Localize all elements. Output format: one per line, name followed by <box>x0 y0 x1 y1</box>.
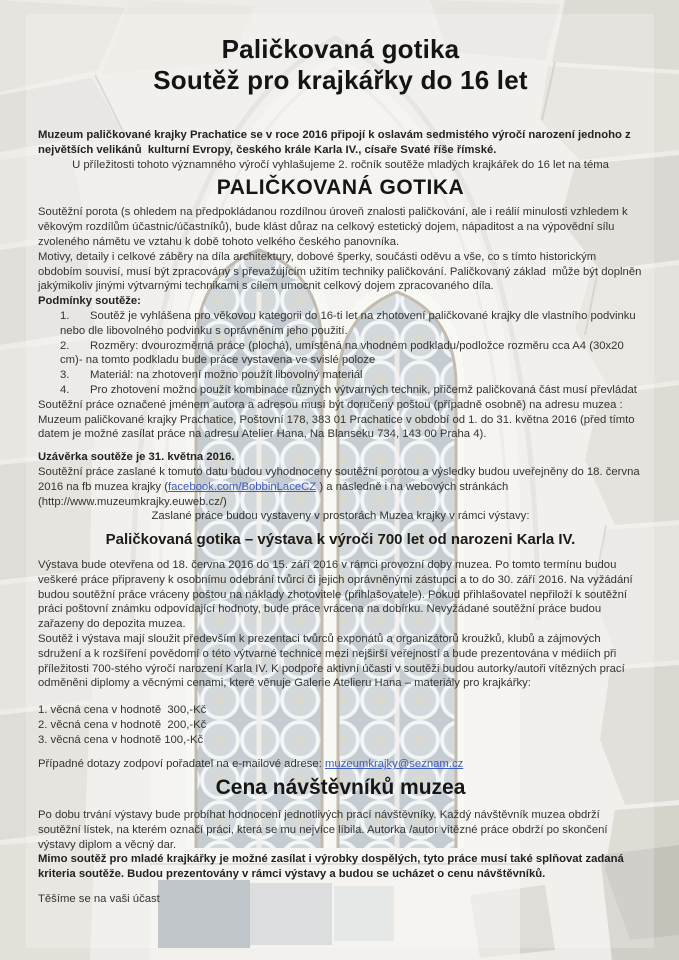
condition-item <box>60 368 643 383</box>
prize-item-1: 1. věcná cena v hodnotě 300,-Kč <box>38 704 207 717</box>
motifs-paragraph: Motivy, detaily i celkové záběry na díla architektury, dobové šperky, součásti oděvu a vše, co s tímto historickým obdobím souvisí, musí být zpracovány s převažujícím užitím techniky paličkování. Paličkovaný základ může být doplněn jakýmikoliv jinými výtvarnými technikami s cílem umocnit celkový dojem zpracovaného díla. <box>38 250 645 293</box>
visitors-award-normal: Po dobu trvání výstavy bude probíhat hodnocení jednotlivých prací návštěvníky. Každý návštěvník muzea obdrží soutěžní lístek, na kterém označí práci, která se mu nejvíce líbila. Autorka /autor vítězné práce obdrží po skončení výstavy diplom a věcný dar. <box>38 809 611 851</box>
intro-paragraph: Muzeum paličkované krajky Prachatice se v roce 2016 připojí k oslavám sedmistého výročí narození jednoho z největších velikánů kulturní Evropy, českého krále Karla IV., císaře Svaté říše římské. <box>38 129 634 156</box>
prize-item-3: 3. věcná cena v hodnotě 100,-Kč <box>38 733 204 746</box>
delivery-line2: Muzeum paličkované krajky Prachatice, Poštovní 178, 383 01 Prachatice v období od 1. do 31. května 2016 (před tímto datem je možné zasílat práce na adresu Atelier Hana, Na Blanseku 734, 143 00 Praha 4). <box>38 413 638 441</box>
exhibition-lead-line: Zaslané práce budou vystaveny v prostorách Muzea krajky v rámci výstavy: <box>151 510 530 523</box>
deadline-line: Uzávěrka soutěže je 31. května 2016. <box>38 451 235 464</box>
page-title-line1: Paličkovaná gotika <box>221 34 460 64</box>
condition-item <box>60 383 643 398</box>
condition-text: Soutěž je vyhlášena pro věkovou kategorii do 16-ti let na zhotovení paličkované krajky dle vlastního podvinku nebo dle libovolného podvinku s oprávněním jeho použití. <box>60 309 639 337</box>
exhibition-paragraph-2: Soutěž i výstava mají sloužit především k prezentaci tvůrců exponátů a organizátorů kroužků, klubů a zájmových sdružení a k rozšíření povědomí o této výtvarné technice mezi nejširší veřejností a bude prezentována v médiích při příležitosti 700-stého výročí narození Karla IV. K podpoře aktivní účasti v soutěži budou autorky/autoři vítězných prací odměněni diplomy a věcnými cenami, které věnuje Galerie Atelieru Hana – materiály pro krajkářky: <box>38 632 628 690</box>
prize-list <box>38 703 643 747</box>
contact-text: Případné dotazy zodpoví pořadatel na e-mailové adrese: <box>38 758 325 771</box>
page-title <box>38 34 643 96</box>
condition-number: 1. <box>60 309 70 322</box>
page-title-line2: Soutěž pro krajkářky do 16 let <box>153 65 528 95</box>
contact-line <box>38 757 643 772</box>
jury-paragraph: Soutěžní porota (s ohledem na předpokládanou rozdílnou úroveň znalosti paličkování, ale i reálií minulosti vzhledem k věkovým rozdílům účastnic/účastníků), bude klást důraz na celkový estetický dojem, nápaditost a na výpovědní sílu zvoleného námětu ve vztahu k době tohoto velkého českého panovníka. <box>38 206 631 248</box>
condition-item <box>60 309 643 339</box>
conditions-heading: Podmínky soutěže: <box>38 295 141 308</box>
delivery-line1: Soutěžní práce označené jménem autora a adresou musí být doručeny poštou (případně osobně) na adresu muzea : <box>38 398 623 411</box>
theme-heading: PALIČKOVANÁ GOTIKA <box>216 176 465 200</box>
condition-text: Rozměry: dvourozměrná práce (plochá), umístěná na vhodném podkladu/podložce rozměru cca A4 (30x20 cm)- na tomto podkladu bude práce vystavena ve svislé poloze <box>60 339 627 367</box>
visitors-award-bold: Mimo soutěž pro mladé krajkářky je možné zasílat i výrobky dospělých, tyto práce musí také splňovat zadaná kriteria soutěže. Budou prezentovány v rámci výstavy a budou se ucházet o cenu návštěvníků. <box>38 853 627 881</box>
conditions-list <box>38 309 643 398</box>
visitors-award-heading: Cena návštěvníků muzea <box>215 776 466 800</box>
condition-number: 4. <box>60 383 70 396</box>
prize-item-2: 2. věcná cena v hodnotě 200,-Kč <box>38 718 207 731</box>
delivery-paragraph <box>38 398 643 442</box>
condition-number: 3. <box>60 369 70 382</box>
announcement-line: U příležitosti tohoto významného výročí vyhlašujeme 2. ročník soutěže mladých krajkářek do 16 let na téma <box>72 158 609 171</box>
facebook-link[interactable]: facebook.com/BobbinLaceCZ <box>167 480 317 493</box>
condition-text: Materiál: na zhotovení možno použít libovolný materiál <box>90 369 363 382</box>
exhibition-paragraphs <box>38 558 643 691</box>
results-text-before: Soutěžní práce zaslané k tomuto datu budou vyhodnoceny soutěžní porotou a výsledky budou uveřejněny do 18. června 2016 na fb muzea krajky ( <box>38 465 646 493</box>
closing-line: Těšíme se na vaši účast <box>38 893 160 906</box>
results-paragraph <box>38 465 646 509</box>
visitors-award-paragraphs <box>38 808 643 882</box>
exhibition-title: Paličkovaná gotika – výstava k výroči 700 let od narozeni Karla IV. <box>105 531 576 549</box>
condition-text: Pro zhotovení možno použít kombinace různých výtvarných technik, přičemž paličkovaná část musí převládat <box>90 383 637 396</box>
condition-item <box>60 339 643 369</box>
exhibition-paragraph-1: Výstava bude otevřena od 18. června 2016 do 15. září 2016 v rámci provozní doby muzea. Po tomto termínu budou veškeré práce připraveny k osobnímu odebrání tvůrci či jejich oprávněnými zástupci a to do 30. září 2016. Na vyžádání budou soutěžní práce vráceny poštou na náklady zhotovitele (přihlašovatele). Pokud přihlašovatel nepřiloží k soutěžní práci poštovní známku odpovídající hodnoty, bude práce vrácena na dobírku. Nevyžádané soutěžní práce budou zařazeny do depozita muzea. <box>38 558 636 631</box>
condition-number: 2. <box>60 339 70 352</box>
email-link[interactable]: muzeumkrajky@seznam.cz <box>325 758 464 771</box>
results-text-after: ) a následně i na webových stránkách (http://www.muzeumkrajky.euweb.cz/) <box>38 480 512 508</box>
